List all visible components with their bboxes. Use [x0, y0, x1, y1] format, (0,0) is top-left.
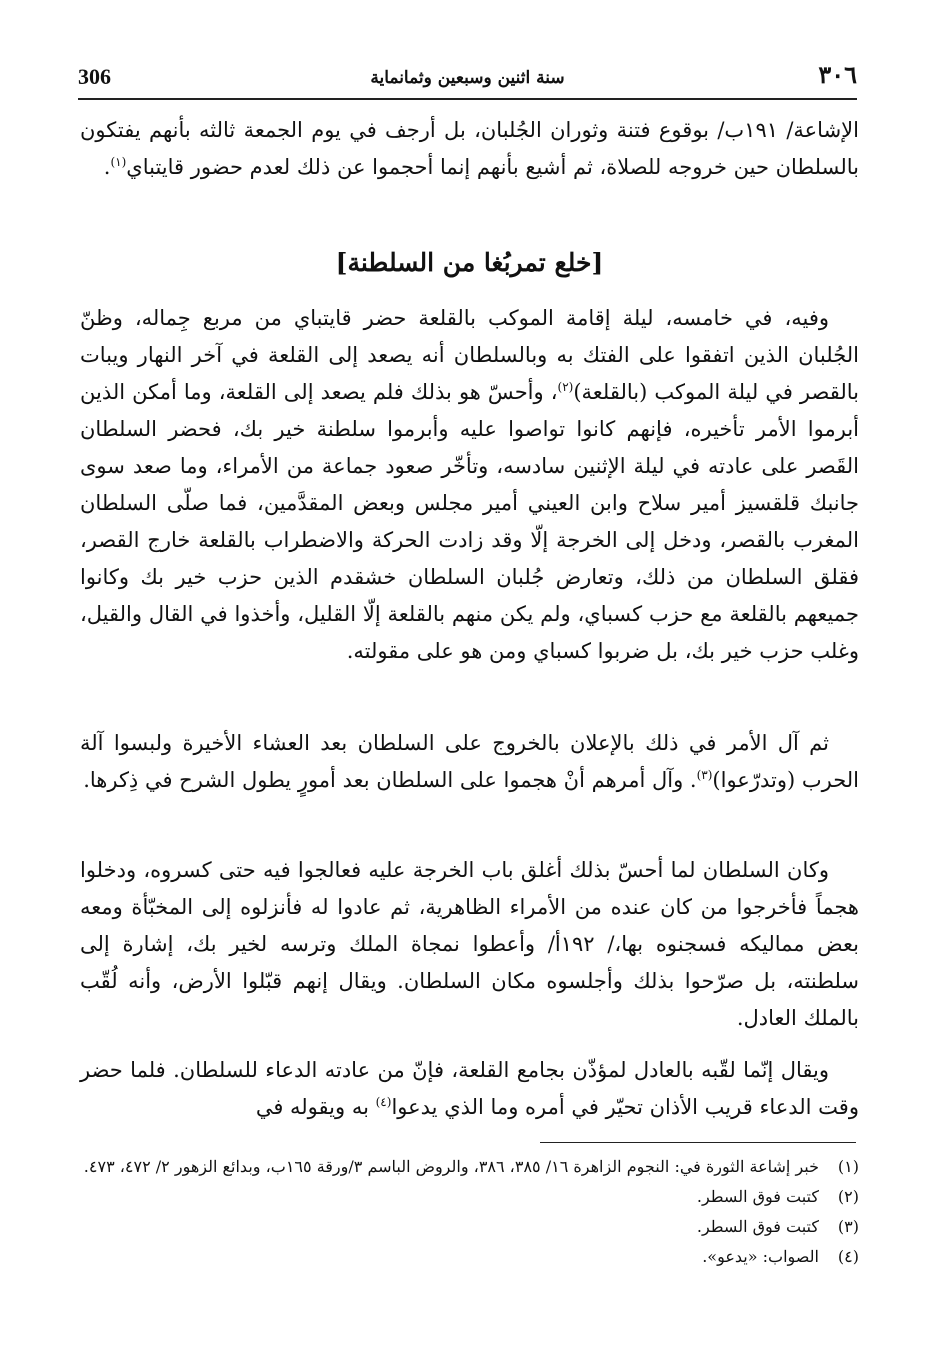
paragraph-text: وفيه، في خامسه، ليلة إقامة الموكب بالقلعة حضر قايتباي من مربع جِماله، وظنّ الجُلبان الذين اتفقوا على الفتك به وبالسلطان أنه يصعد إلى القلعة في آخر النهار ويبات بالقصر في ليلة الموكب (بالقلعة): [80, 306, 859, 404]
footnote-number: (١): [837, 1157, 859, 1176]
footnote-ref-4: (٤): [375, 1095, 392, 1109]
footnote-text: خبر إشاعة الثورة في: النجوم الزاهرة ١٦/ ٣٨٥، ٣٨٦، والروض الباسم ٣/ورقة ١٦٥ب، وبدائع الزهور ٢/ ٤٧٢، ٤٧٣.: [83, 1157, 819, 1176]
running-header: [78, 62, 857, 100]
paragraph-text: .: [103, 155, 111, 179]
footnote: [80, 1182, 859, 1212]
footnote-number: (٣): [837, 1217, 859, 1236]
paragraph-1: [80, 300, 859, 670]
footnote: [80, 1242, 859, 1272]
paragraph-3: وكان السلطان لما أحسّ بذلك أغلق باب الخرجة عليه فعالجوا فيه حتى كسروه، ودخلوا هجماً فأخرجوا من كان عنده من الأمراء الظاهرية، ثم عادوا له فأنزلوه إلى المخبّأة ومعه بعض مماليكه فسجنوه بها،/ ١٩٢أ/ وأعطوا نمجاة الملك وترسه لخير بك، إشارة إلى سلطنته، بل صرّحوا بذلك وأجلسوه مكان السلطان. ويقال إنهم قبّلوا الأرض، وأنه لُقّب بالملك العادل.: [80, 858, 860, 1030]
footnote-text: الصواب: «يدعو».: [702, 1247, 819, 1266]
paragraph-intro: [80, 112, 859, 186]
footnote-ref-3: (٣): [696, 768, 713, 782]
footnote: [80, 1152, 859, 1182]
footnote: [80, 1212, 859, 1242]
footnote-number: (٤): [837, 1247, 859, 1266]
footnote-text: كتبت فوق السطر.: [696, 1217, 819, 1236]
footnote-divider: [540, 1142, 856, 1143]
paragraph-text: الإشاعة/ ١٩١ب/ بوقوع فتنة وثوران الجُلبان، بل أرجف في يوم الجمعة ثالثه بأنهم يفتكون بالسلطان حين خروجه للصلاة، ثم أشيع بأنهم إنما أحجموا عن ذلك لعدم حضور قايتباي: [80, 118, 859, 179]
footnote-text: كتبت فوق السطر.: [696, 1187, 819, 1206]
paragraph-text: . وآل أمرهم أنْ هجموا على السلطان بعد أمورٍ يطول الشرح في ذِكرها.: [83, 768, 697, 792]
footnote-number: (٢): [837, 1187, 859, 1206]
page-number-arabic: ٣٠٦: [818, 60, 857, 89]
section-heading: [خلع تمربُغا من السلطنة]: [335, 248, 604, 277]
paragraph-text: ، وأحسّ هو بذلك فلم يصعد إلى القلعة، وما أمكن الذين أبرموا الأمر تأخيره، فإنهم كانوا تواصوا عليه وأبرموا سلطنة خير بك، فحضر السلطان القَصر على عادته في ليلة الإثنين سادسه، وتأخّر صعود جماعة من الأمراء، وما صعد سوى جانبك قلقسيز أمير سلاح وابن العيني أمير مجلس وبعض المقدَّمين، فما صلّى السلطان المغرب بالقصر، ودخل إلى الخرجة إلّا وقد زادت الحركة والاضطراب بالقلعة خارج القصر، فقلق السلطان من ذلك، وتعارض جُلبان السلطان خشقدم الذين حزب خير بك وكانوا جميعهم بالقلعة مع حزب كسباي، ولم يكن منهم بالقلعة إلّا القليل، وأخذوا في القال والقيل، وغلب حزب خير بك، بل ضربوا كسباي ومن هو على مقولته.: [80, 380, 859, 663]
paragraph-4: [80, 1052, 859, 1126]
page-number-latin: 306: [78, 64, 111, 89]
paragraph-text: ثم آل الأمر في ذلك بالإعلان بالخروج على السلطان بعد العشاء الأخيرة ولبسوا آلة الحرب (وتدرّعوا): [80, 731, 859, 792]
paragraph-text: به ويقوله في: [255, 1095, 376, 1119]
footnotes: [80, 1152, 859, 1272]
footnote-ref-1: (١): [110, 155, 127, 169]
footnote-ref-2: (٢): [557, 380, 574, 394]
paragraph-2: [80, 725, 859, 799]
running-title: سنة اثنين وسبعين وثمانماية: [370, 68, 565, 88]
paragraph-text: ويقال إنّما لقّبه بالعادل لمؤذّن بجامع القلعة، فإنّ من عادته الدعاء للسلطان. فلما حضر وقت الدعاء قريب الأذان تحيّر في أمره وما الذي يدعوا: [80, 1058, 859, 1119]
